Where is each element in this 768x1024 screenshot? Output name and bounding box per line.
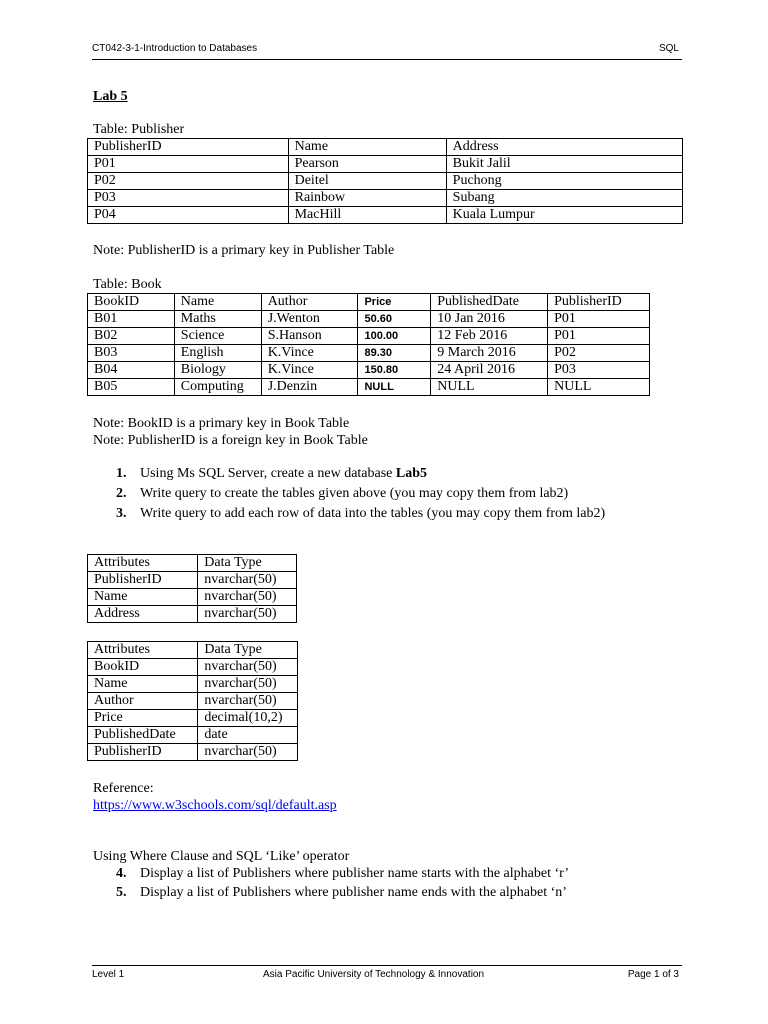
database-name: Lab5	[395, 466, 428, 481]
table-cell: Subang	[446, 190, 682, 207]
table-cell: 100.00	[358, 328, 431, 345]
table-cell: B02	[88, 328, 175, 345]
table-cell: nvarchar(50)	[198, 572, 297, 589]
table-cell: MacHill	[288, 207, 446, 224]
table-cell: B05	[88, 379, 175, 396]
course-title: CT042-3-1-Introduction to Databases	[92, 43, 258, 54]
publisher-table	[87, 138, 683, 224]
table-cell: nvarchar(50)	[198, 693, 298, 710]
table-cell: PublisherID	[88, 572, 198, 589]
table-cell: date	[198, 727, 298, 744]
table-cell: NULL	[358, 379, 431, 396]
column-header: Attributes	[88, 642, 198, 659]
column-header: BookID	[88, 294, 175, 311]
step-1: 1. Using Ms SQL Server, create a new database Lab5	[116, 466, 428, 481]
table-header-row	[88, 642, 298, 659]
column-header: PublisherID	[548, 294, 650, 311]
table-cell: Name	[88, 676, 198, 693]
table-header-row	[88, 294, 650, 311]
table-row	[88, 693, 298, 710]
table-cell: nvarchar(50)	[198, 589, 297, 606]
table-cell: P03	[88, 190, 289, 207]
table-cell: decimal(10,2)	[198, 710, 298, 727]
footer-level: Level 1	[92, 969, 125, 980]
table-cell: Pearson	[288, 156, 446, 173]
column-header: Name	[174, 294, 261, 311]
book-table	[87, 293, 650, 396]
page-footer	[92, 965, 682, 982]
step-4: 4. Display a list of Publishers where publisher name starts with the alphabet ‘r’	[116, 866, 569, 881]
table-cell: PublishedDate	[88, 727, 198, 744]
table-cell: Rainbow	[288, 190, 446, 207]
table-cell: Maths	[174, 311, 261, 328]
table-cell: K.Vince	[261, 345, 358, 362]
table-cell: 24 April 2016	[431, 362, 548, 379]
page-header	[92, 43, 682, 60]
table-row	[88, 362, 650, 379]
column-header: Attributes	[88, 555, 198, 572]
table-cell: English	[174, 345, 261, 362]
table-row	[88, 156, 683, 173]
footer-page: Page 1 of 3	[627, 969, 679, 980]
where-heading: Using Where Clause and SQL ‘Like’ operator	[93, 849, 350, 864]
table-cell: PublisherID	[88, 744, 198, 761]
table-cell: Computing	[174, 379, 261, 396]
table-cell: P02	[88, 173, 289, 190]
table-cell: 12 Feb 2016	[431, 328, 548, 345]
table-cell: K.Vince	[261, 362, 358, 379]
table-row	[88, 589, 297, 606]
publisher-table-caption: Table: Publisher	[93, 122, 185, 137]
footer-university: Asia Pacific University of Technology & Innovation	[263, 969, 485, 980]
column-header: Address	[446, 139, 682, 156]
table-cell: 50.60	[358, 311, 431, 328]
table-cell: P01	[88, 156, 289, 173]
lab-title: Lab 5	[93, 89, 128, 104]
table-row	[88, 379, 650, 396]
table-cell: 89.30	[358, 345, 431, 362]
subject-label: SQL	[658, 43, 679, 54]
table-cell: Author	[88, 693, 198, 710]
table-cell: nvarchar(50)	[198, 606, 297, 623]
table-header-row	[88, 139, 683, 156]
table-cell: BookID	[88, 659, 198, 676]
step-5: 5. Display a list of Publishers where publisher name ends with the alphabet ‘n’	[116, 885, 567, 900]
table-cell: B04	[88, 362, 175, 379]
table-cell: nvarchar(50)	[198, 659, 298, 676]
column-header: Data Type	[198, 555, 297, 572]
table-row	[88, 659, 298, 676]
table-cell: Deitel	[288, 173, 446, 190]
step-3: 3. Write query to add each row of data into the tables (you may copy them from lab2)	[116, 506, 606, 521]
publisher-types-table	[87, 554, 297, 623]
book-types-table	[87, 641, 298, 761]
table-cell: Kuala Lumpur	[446, 207, 682, 224]
table-row	[88, 572, 297, 589]
column-header: Author	[261, 294, 358, 311]
table-cell: J.Wenton	[261, 311, 358, 328]
table-cell: 150.80	[358, 362, 431, 379]
table-row	[88, 311, 650, 328]
book-note-foreign: Note: PublisherID is a foreign key in Book Table	[93, 433, 368, 448]
table-cell: Price	[88, 710, 198, 727]
where-list	[116, 865, 569, 903]
table-cell: nvarchar(50)	[198, 744, 298, 761]
publisher-note: Note: PublisherID is a primary key in Publisher Table	[93, 243, 395, 258]
table-cell: J.Denzin	[261, 379, 358, 396]
table-row	[88, 744, 298, 761]
column-header: Price	[358, 294, 431, 311]
reference-label: Reference:	[93, 781, 154, 796]
table-row	[88, 207, 683, 224]
column-header: Data Type	[198, 642, 298, 659]
book-table-caption: Table: Book	[93, 277, 162, 292]
table-row	[88, 606, 297, 623]
table-cell: P02	[548, 345, 650, 362]
table-row	[88, 173, 683, 190]
table-row	[88, 345, 650, 362]
table-cell: P03	[548, 362, 650, 379]
table-cell: B03	[88, 345, 175, 362]
table-cell: Address	[88, 606, 198, 623]
table-cell: 9 March 2016	[431, 345, 548, 362]
table-row	[88, 710, 298, 727]
step-2: 2. Write query to create the tables given above (you may copy them from lab2)	[116, 486, 569, 501]
table-cell: Bukit Jalil	[446, 156, 682, 173]
table-cell: 10 Jan 2016	[431, 311, 548, 328]
table-row	[88, 190, 683, 207]
table-row	[88, 328, 650, 345]
steps-list	[116, 465, 605, 525]
table-row	[88, 676, 298, 693]
table-row	[88, 727, 298, 744]
table-cell: P01	[548, 311, 650, 328]
book-note-primary: Note: BookID is a primary key in Book Table	[93, 416, 350, 431]
table-cell: NULL	[431, 379, 548, 396]
table-cell: Science	[174, 328, 261, 345]
table-cell: nvarchar(50)	[198, 676, 298, 693]
column-header: Name	[288, 139, 446, 156]
table-cell: NULL	[548, 379, 650, 396]
table-cell: Name	[88, 589, 198, 606]
column-header: PublisherID	[88, 139, 289, 156]
reference-link[interactable]: https://www.w3schools.com/sql/default.asp	[93, 798, 337, 813]
table-cell: Puchong	[446, 173, 682, 190]
table-cell: P04	[88, 207, 289, 224]
table-cell: B01	[88, 311, 175, 328]
table-header-row	[88, 555, 297, 572]
table-cell: S.Hanson	[261, 328, 358, 345]
table-cell: P01	[548, 328, 650, 345]
table-cell: Biology	[174, 362, 261, 379]
column-header: PublishedDate	[431, 294, 548, 311]
